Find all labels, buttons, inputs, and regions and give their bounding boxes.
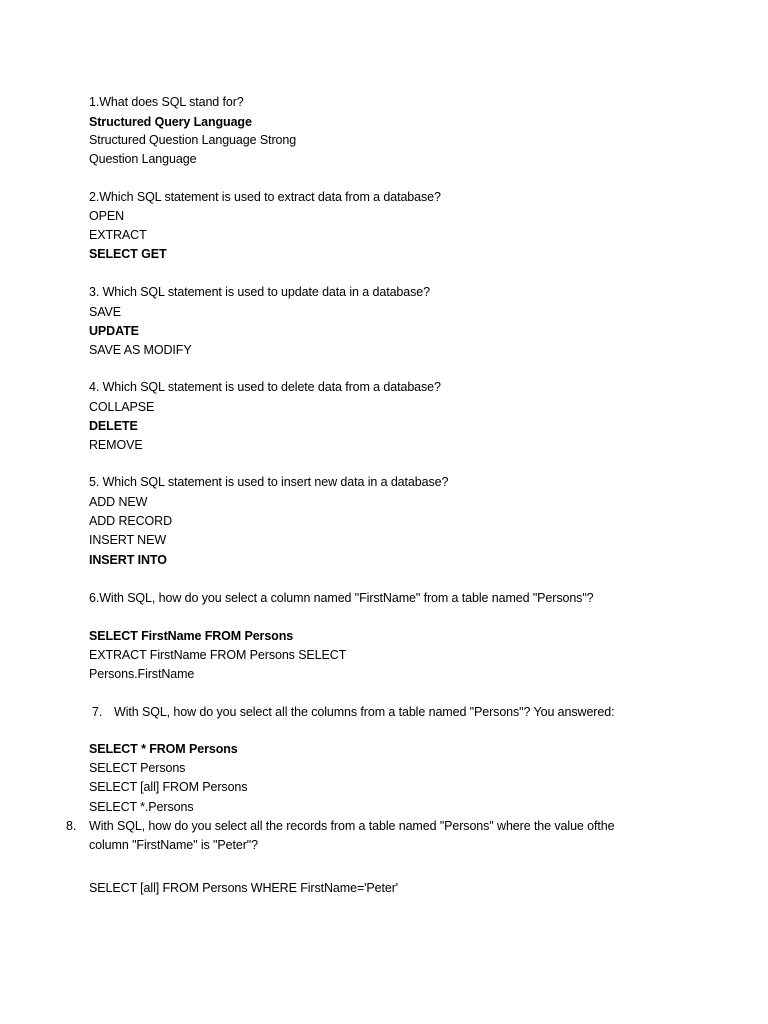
question-6: 6.With SQL, how do you select a column named "FirstName" from a table named "Persons"? xyxy=(89,591,594,605)
answer-option: SAVE AS MODIFY xyxy=(89,343,192,357)
question-8-line-2: column "FirstName" is "Peter"? xyxy=(89,838,258,852)
question-7: With SQL, how do you select all the columns from a table named "Persons"? You answered: xyxy=(114,705,615,719)
question-3: 3. Which SQL statement is used to update data in a database? xyxy=(89,285,430,299)
answer-option: SAVE xyxy=(89,305,122,319)
answer-option: SELECT [all] FROM Persons WHERE FirstName='Peter' xyxy=(89,881,399,895)
answer-option: EXTRACT xyxy=(89,228,147,242)
answer-option: SELECT *.Persons xyxy=(89,800,194,814)
question-8-number: 8. xyxy=(66,819,77,833)
answer-option: COLLAPSE xyxy=(89,400,155,414)
answer-option: DELETE xyxy=(89,419,138,433)
answer-option: INSERT NEW xyxy=(89,533,167,547)
answer-option: SELECT Persons xyxy=(89,761,186,775)
answer-option: REMOVE xyxy=(89,438,143,452)
answer-option: INSERT INTO xyxy=(89,553,167,567)
question-8-line-1: With SQL, how do you select all the records from a table named "Persons" where the value ofthe xyxy=(89,819,615,833)
answer-option: ADD RECORD xyxy=(89,514,173,528)
question-7-number: 7. xyxy=(92,705,103,719)
question-4: 4. Which SQL statement is used to delete data from a database? xyxy=(89,380,441,394)
question-1: 1.What does SQL stand for? xyxy=(89,95,244,109)
answer-option: SELECT GET xyxy=(89,247,167,261)
answer-option: Structured Question Language Strong xyxy=(89,133,297,147)
answer-option: Question Language xyxy=(89,152,197,166)
answer-option: Structured Query Language xyxy=(89,115,252,129)
answer-option: SELECT FirstName FROM Persons xyxy=(89,629,294,643)
answer-option: OPEN xyxy=(89,209,125,223)
answer-option: Persons.FirstName xyxy=(89,667,195,681)
answer-option: SELECT [all] FROM Persons xyxy=(89,780,248,794)
question-5: 5. Which SQL statement is used to insert new data in a database? xyxy=(89,475,449,489)
answer-option: EXTRACT FirstName FROM Persons SELECT xyxy=(89,648,347,662)
answer-option: SELECT * FROM Persons xyxy=(89,742,238,756)
answer-option: ADD NEW xyxy=(89,495,148,509)
answer-option: UPDATE xyxy=(89,324,139,338)
question-2: 2.Which SQL statement is used to extract data from a database? xyxy=(89,190,441,204)
